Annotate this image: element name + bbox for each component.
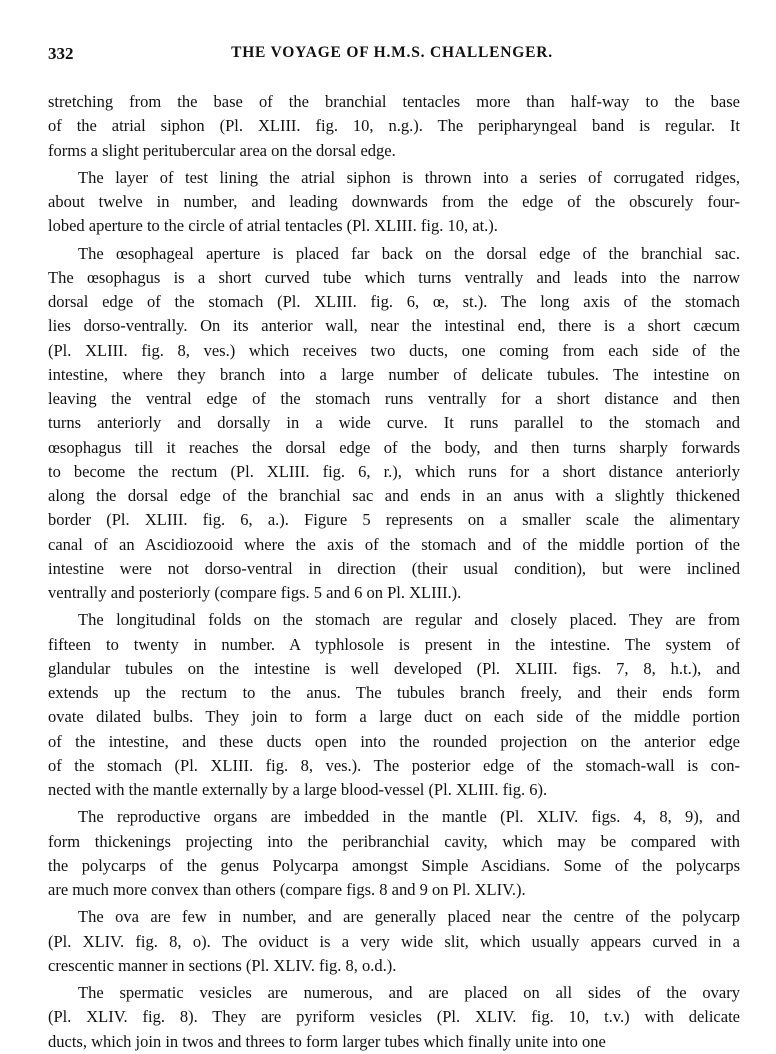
text-line: dorsal edge of the stomach (Pl. XLIII. fig. 6, œ, st.). The long axis of the stomach (48, 292, 740, 311)
text-line: extends up the rectum to the anus. The tubules branch freely, and their ends form (48, 683, 740, 702)
running-head (48, 44, 736, 66)
text-line: of the atrial siphon (Pl. XLIII. fig. 10, n.g.). The peripharyngeal band is regular. It (48, 116, 740, 136)
paragraph (48, 90, 740, 163)
text-line: The spermatic vesicles are numerous, and are placed on all sides of the ovary (78, 983, 740, 1002)
text-line: lobed aperture to the circle of atrial tentacles (Pl. XLIII. fig. 10, at.). (48, 216, 498, 236)
text-line: ventrally and posteriorly (compare figs. 5 and 6 on Pl. XLIII.). (48, 583, 462, 602)
text-line: nected with the mantle externally by a large blood-vessel (Pl. XLIII. fig. 6). (48, 780, 548, 799)
text-line: along the dorsal edge of the branchial sac and ends in an anus with a slightly thickened (48, 486, 740, 505)
text-line: crescentic manner in sections (Pl. XLIV. fig. 8, o.d.). (48, 955, 397, 975)
text-line: ovate dilated bulbs. They join to form a large duct on each side of the middle portion (48, 707, 740, 727)
text-line: (Pl. XLIV. fig. 8, o). The oviduct is a very wide slit, which usually appears curved in a (48, 931, 740, 951)
text-line: (Pl. XLIII. fig. 8, ves.) which receives two ducts, one coming from each side of the (48, 340, 740, 360)
paragraph (48, 242, 740, 606)
text-line: stretching from the base of the branchial tentacles more than half-way to the base (48, 92, 740, 111)
text-line: to become the rectum (Pl. XLIII. fig. 6, r.), which runs for a short distance anteriorly (48, 461, 740, 481)
text-line: fifteen to twenty in number. A typhlosole is present in the intestine. The system of (48, 634, 740, 654)
text-line: The layer of test lining the atrial siphon is thrown into a series of corrugated ridges, (78, 167, 740, 187)
text-line: border (Pl. XLIII. fig. 6, a.). Figure 5 represents on a smaller scale the alimentary (48, 510, 740, 530)
text-line: The longitudinal folds on the stomach are regular and closely placed. They are from (78, 610, 740, 630)
paragraph (48, 608, 740, 802)
text-line: The œsophagus is a short curved tube which turns ventrally and leads into the narrow (48, 267, 740, 287)
text-line: are much more convex than others (compare figs. 8 and 9 on Pl. XLIV.). (48, 880, 526, 899)
text-line: ducts, which join in twos and threes to form larger tubes which finally unite into one (48, 1031, 606, 1051)
paragraph (48, 981, 740, 1054)
text-line: form thickenings projecting into the peribranchial cavity, which may be compared with (48, 831, 740, 851)
text-line: œsophagus till it reaches the dorsal edge of the body, and then turns sharply forwards (48, 437, 740, 457)
text-line: of the stomach (Pl. XLIII. fig. 8, ves.). The posterior edge of the stomach-wall is con- (48, 755, 740, 775)
text-line: canal of an Ascidiozooid where the axis of the stomach and of the middle portion of the (48, 534, 740, 554)
page-number: 332 (48, 44, 74, 63)
text-line: (Pl. XLIV. fig. 8). They are pyriform vesicles (Pl. XLIV. fig. 10, t.v.) with delicate (48, 1007, 740, 1027)
text-line: lies dorso-ventrally. On its anterior wall, near the intestinal end, there is a short cæcum (48, 316, 740, 336)
body-text (48, 90, 740, 1054)
text-line: leaving the ventral edge of the stomach runs ventrally for a short distance and then (48, 389, 740, 408)
text-line: The œsophageal aperture is placed far back on the dorsal edge of the branchial sac. (78, 243, 740, 263)
text-line: intestine, where they branch into a large number of delicate tubules. The intestine on (48, 364, 740, 384)
text-line: The reproductive organs are imbedded in the mantle (Pl. XLIV. figs. 4, 8, 9), and (78, 807, 740, 827)
running-title: THE VOYAGE OF H.M.S. CHALLENGER. (231, 44, 553, 61)
text-line: The ova are few in number, and are generally placed near the centre of the polycarp (78, 907, 740, 927)
paragraph (48, 805, 740, 902)
paragraph (48, 166, 740, 239)
text-line: intestine were not dorso-ventral in direction (their usual condition), but were inclined (48, 558, 740, 578)
text-line: the polycarps of the genus Polycarpa amongst Simple Ascidians. Some of the polycarps (48, 855, 740, 875)
text-line: turns anteriorly and dorsally in a wide curve. It runs parallel to the stomach and (48, 413, 740, 433)
text-line: about twelve in number, and leading downwards from the edge of the obscurely four- (48, 192, 740, 211)
paragraph (48, 905, 740, 978)
text-line: glandular tubules on the intestine is well developed (Pl. XLIII. figs. 7, 8, h.t.), and (48, 658, 740, 678)
text-line: of the intestine, and these ducts open into the rounded projection on the anterior edge (48, 731, 740, 751)
text-line: forms a slight peritubercular area on the dorsal edge. (48, 140, 396, 160)
